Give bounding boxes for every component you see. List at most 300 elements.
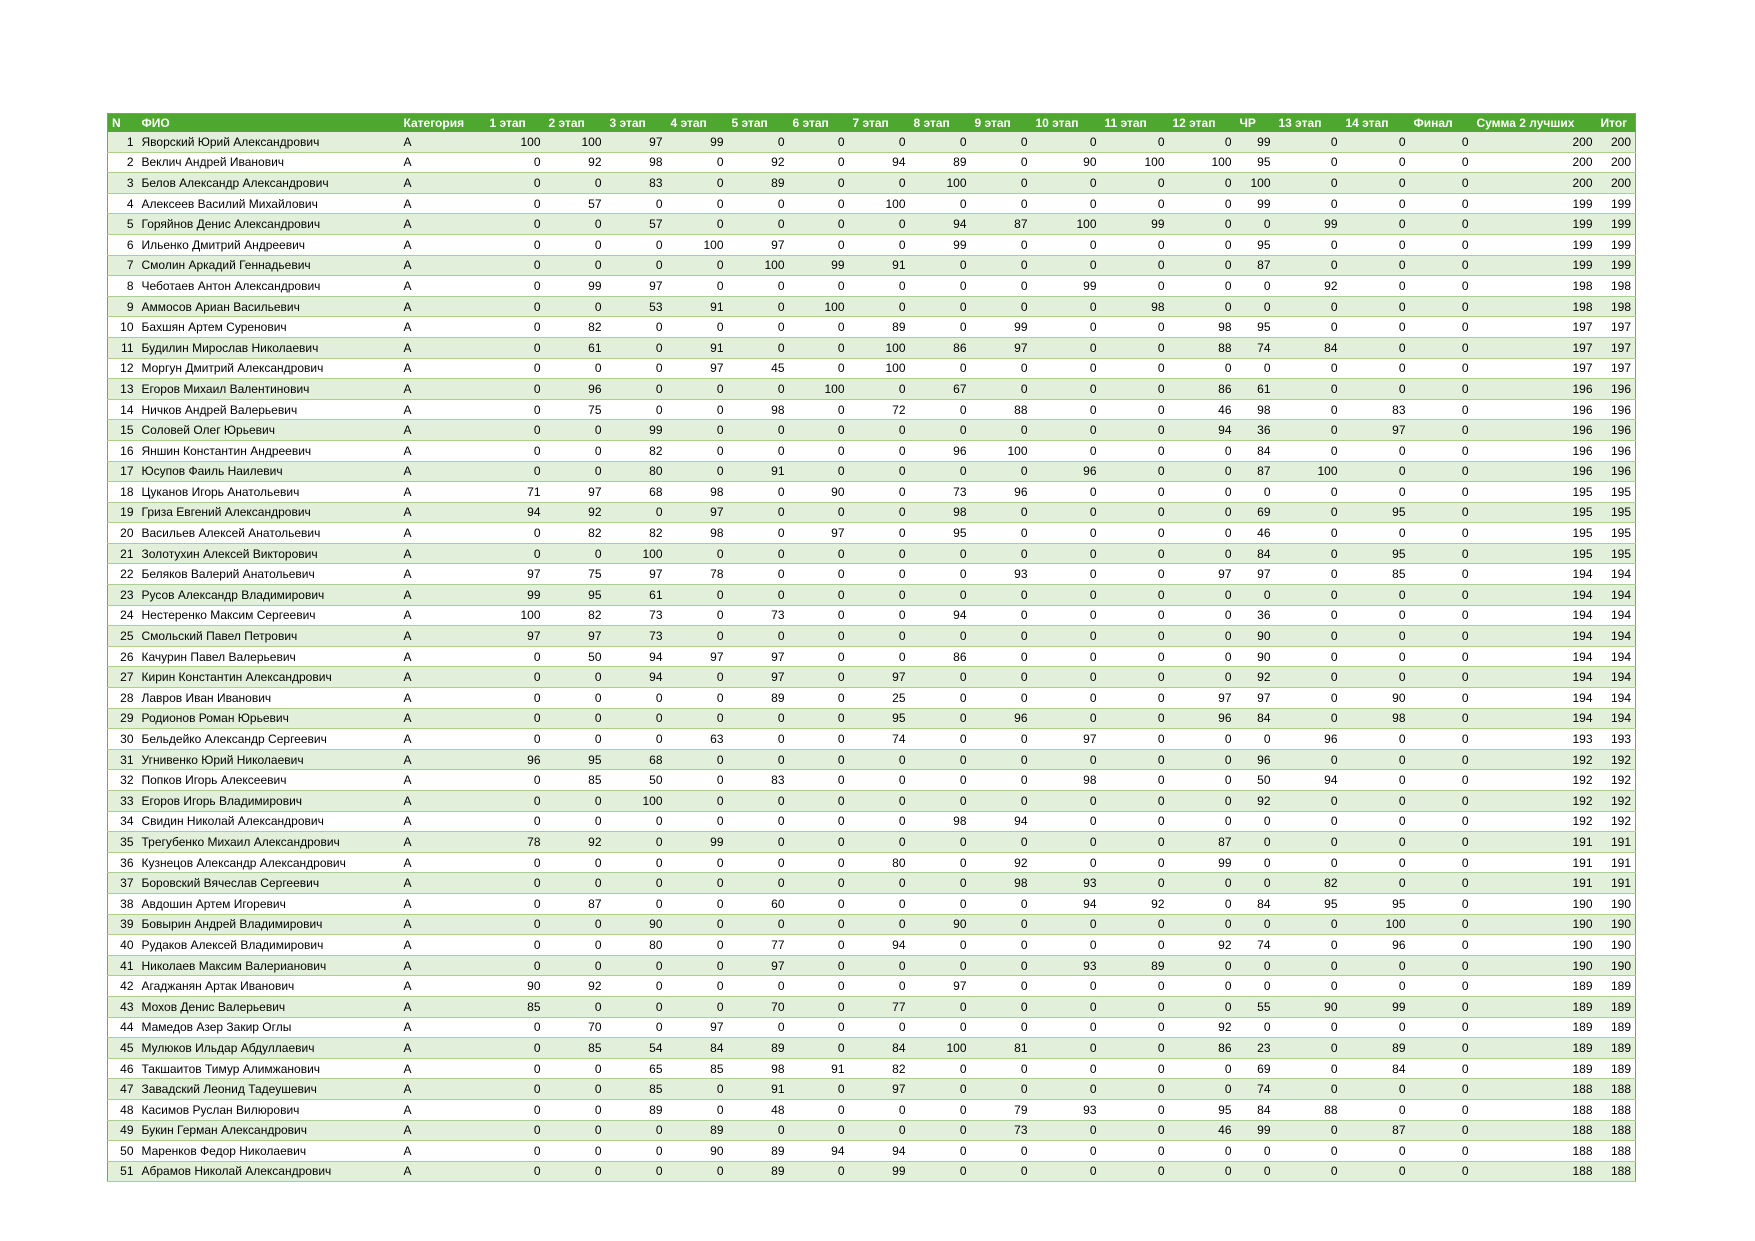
table-cell: 0 (1032, 1141, 1101, 1162)
table-cell: 0 (789, 234, 849, 255)
table-cell: 0 (1342, 811, 1410, 832)
table-cell: 197 (1473, 358, 1597, 379)
table-cell: 17 (108, 461, 138, 482)
table-cell: 98 (1236, 399, 1275, 420)
table-row (108, 214, 1636, 235)
table-cell: 0 (1169, 1161, 1236, 1182)
table-cell: A (400, 461, 486, 482)
table-cell: 195 (1597, 502, 1636, 523)
table-cell: 0 (789, 935, 849, 956)
table-cell: 0 (1410, 646, 1473, 667)
table-cell: 44 (108, 1017, 138, 1038)
table-cell: 194 (1597, 688, 1636, 709)
table-cell: 194 (1473, 688, 1597, 709)
table-cell: 0 (1101, 276, 1169, 297)
table-cell: 0 (667, 1079, 728, 1100)
table-cell: 98 (667, 523, 728, 544)
table-row (108, 420, 1636, 441)
table-cell: 100 (789, 296, 849, 317)
table-cell: 95 (1236, 234, 1275, 255)
table-cell: 84 (1342, 1058, 1410, 1079)
table-cell: 194 (1473, 605, 1597, 626)
table-cell: Трегубенко Михаил Александрович (138, 832, 400, 853)
table-cell: A (400, 234, 486, 255)
table-cell: 0 (606, 976, 667, 997)
table-cell: 0 (1275, 1120, 1342, 1141)
table-cell: 0 (606, 255, 667, 276)
table-cell: 98 (1101, 296, 1169, 317)
table-cell: 94 (606, 667, 667, 688)
table-cell: 84 (667, 1038, 728, 1059)
table-cell: 0 (486, 399, 545, 420)
table-cell: 98 (1169, 317, 1236, 338)
table-cell: 196 (1473, 379, 1597, 400)
table-cell: 0 (789, 893, 849, 914)
table-cell: 0 (667, 873, 728, 894)
table-cell: 0 (1169, 667, 1236, 688)
table-row (108, 1079, 1636, 1100)
table-cell: 87 (545, 893, 606, 914)
table-cell: 6 (108, 234, 138, 255)
table-row (108, 502, 1636, 523)
table-cell: 0 (1342, 152, 1410, 173)
table-cell: 82 (1275, 873, 1342, 894)
table-cell: 82 (606, 440, 667, 461)
table-cell: 95 (1342, 893, 1410, 914)
table-cell: 28 (108, 688, 138, 709)
table-cell: 33 (108, 791, 138, 812)
table-cell: A (400, 955, 486, 976)
table-cell: A (400, 132, 486, 152)
table-cell: 89 (910, 152, 971, 173)
table-cell: 0 (1032, 482, 1101, 503)
table-cell: 36 (108, 852, 138, 873)
table-cell: 100 (606, 791, 667, 812)
table-cell: 0 (667, 976, 728, 997)
table-cell: 0 (1410, 935, 1473, 956)
table-cell: 86 (910, 646, 971, 667)
table-row (108, 564, 1636, 585)
table-cell: 0 (910, 688, 971, 709)
table-cell: 0 (545, 1079, 606, 1100)
table-cell: 0 (1342, 523, 1410, 544)
table-cell: 0 (545, 729, 606, 750)
table-cell: 0 (1236, 729, 1275, 750)
table-cell: 1 (108, 132, 138, 152)
table-cell: 11 (108, 337, 138, 358)
table-row (108, 276, 1636, 297)
table-cell: 0 (971, 914, 1032, 935)
table-cell: 79 (971, 1099, 1032, 1120)
table-cell: 0 (1169, 234, 1236, 255)
table-cell: 0 (545, 543, 606, 564)
table-cell: 0 (667, 914, 728, 935)
table-cell: 0 (728, 585, 789, 606)
table-cell: 0 (910, 317, 971, 338)
table-cell: 96 (1342, 935, 1410, 956)
table-cell: 90 (910, 914, 971, 935)
table-cell: A (400, 399, 486, 420)
table-cell: 0 (1101, 379, 1169, 400)
table-cell: 0 (789, 708, 849, 729)
table-cell: 0 (1169, 626, 1236, 647)
table-cell: 0 (1101, 791, 1169, 812)
table-cell: 0 (728, 873, 789, 894)
table-cell: 0 (1032, 852, 1101, 873)
table-cell: 100 (1236, 173, 1275, 194)
table-cell: 0 (1101, 502, 1169, 523)
table-cell: 69 (1236, 502, 1275, 523)
table-row (108, 440, 1636, 461)
table-cell: 0 (789, 667, 849, 688)
table-cell: 0 (1101, 440, 1169, 461)
table-cell: 0 (789, 770, 849, 791)
table-cell: 98 (728, 399, 789, 420)
table-cell: 190 (1597, 914, 1636, 935)
table-cell: 0 (971, 1058, 1032, 1079)
table-cell: 194 (1473, 708, 1597, 729)
table-cell: 85 (1342, 564, 1410, 585)
table-cell: 0 (1101, 667, 1169, 688)
table-cell: 189 (1597, 1017, 1636, 1038)
table-cell: 0 (1410, 811, 1473, 832)
table-cell: 0 (545, 873, 606, 894)
table-cell: 0 (910, 1058, 971, 1079)
table-cell: 60 (728, 893, 789, 914)
table-cell: 74 (849, 729, 910, 750)
table-cell: A (400, 1079, 486, 1100)
table-cell: 188 (1597, 1141, 1636, 1162)
table-cell: 0 (545, 996, 606, 1017)
table-cell: A (400, 729, 486, 750)
table-cell: 0 (1410, 832, 1473, 853)
table-cell: 190 (1473, 955, 1597, 976)
table-cell: 97 (545, 626, 606, 647)
table-cell: 192 (1597, 749, 1636, 770)
table-cell: 99 (910, 234, 971, 255)
table-cell: 94 (849, 935, 910, 956)
table-cell: 0 (486, 688, 545, 709)
column-header: ФИО (138, 114, 400, 133)
table-cell: 0 (1101, 543, 1169, 564)
table-cell: 0 (1101, 1038, 1169, 1059)
table-cell: 0 (1032, 1161, 1101, 1182)
table-cell: 193 (1597, 729, 1636, 750)
table-cell: 87 (1342, 1120, 1410, 1141)
table-cell: 199 (1473, 193, 1597, 214)
table-cell: 0 (606, 729, 667, 750)
table-cell: 0 (1275, 708, 1342, 729)
table-cell: 0 (1236, 914, 1275, 935)
table-cell: 94 (910, 214, 971, 235)
table-cell: 92 (1169, 935, 1236, 956)
table-cell: 48 (108, 1099, 138, 1120)
table-cell: 0 (789, 564, 849, 585)
table-cell: 0 (606, 955, 667, 976)
table-row (108, 914, 1636, 935)
table-cell: 0 (910, 873, 971, 894)
table-cell: 0 (1169, 482, 1236, 503)
table-cell: 0 (606, 358, 667, 379)
table-cell: 99 (789, 255, 849, 276)
table-cell: 0 (606, 317, 667, 338)
table-cell: 30 (108, 729, 138, 750)
table-cell: 0 (789, 420, 849, 441)
table-cell: 70 (545, 1017, 606, 1038)
table-cell: 67 (910, 379, 971, 400)
table-cell: 189 (1597, 976, 1636, 997)
table-cell: 190 (1473, 914, 1597, 935)
table-cell: 0 (1169, 585, 1236, 606)
table-cell: 0 (1169, 791, 1236, 812)
table-cell: 0 (849, 626, 910, 647)
table-cell: 0 (486, 1038, 545, 1059)
table-cell: 0 (1342, 749, 1410, 770)
table-cell: 196 (1597, 379, 1636, 400)
table-cell: 0 (1275, 1141, 1342, 1162)
table-cell: 9 (108, 296, 138, 317)
table-cell: 0 (910, 1120, 971, 1141)
table-cell: 63 (667, 729, 728, 750)
table-cell: 69 (1236, 1058, 1275, 1079)
table-cell: 194 (1597, 646, 1636, 667)
table-cell: 0 (910, 1099, 971, 1120)
table-cell: Боровский Вячеслав Сергеевич (138, 873, 400, 894)
table-cell: 0 (728, 626, 789, 647)
table-row (108, 1141, 1636, 1162)
table-cell: 0 (1032, 935, 1101, 956)
table-cell: A (400, 996, 486, 1017)
table-cell: 90 (1342, 688, 1410, 709)
table-cell: 0 (1101, 523, 1169, 544)
table-cell: 0 (1275, 605, 1342, 626)
table-cell: 0 (1410, 276, 1473, 297)
table-cell: 189 (1473, 996, 1597, 1017)
table-cell: 0 (1342, 791, 1410, 812)
table-cell: 197 (1473, 317, 1597, 338)
table-cell: 0 (545, 852, 606, 873)
table-cell: 90 (1275, 996, 1342, 1017)
table-cell: 0 (971, 749, 1032, 770)
table-cell: 38 (108, 893, 138, 914)
table-cell: 0 (728, 317, 789, 338)
table-cell: 0 (849, 296, 910, 317)
table-cell: 0 (849, 461, 910, 482)
table-cell: 0 (789, 337, 849, 358)
table-cell: 0 (486, 893, 545, 914)
table-cell: 0 (789, 1099, 849, 1120)
table-cell: 0 (606, 1120, 667, 1141)
table-cell: 0 (1342, 852, 1410, 873)
table-cell: 0 (667, 399, 728, 420)
table-cell: 0 (728, 523, 789, 544)
table-cell: Попков Игорь Алексеевич (138, 770, 400, 791)
table-cell: 194 (1597, 605, 1636, 626)
table-cell: 0 (910, 955, 971, 976)
table-cell: 0 (1236, 1017, 1275, 1038)
table-cell: 0 (1169, 749, 1236, 770)
table-cell: 68 (606, 749, 667, 770)
table-cell: A (400, 1017, 486, 1038)
table-cell: A (400, 276, 486, 297)
table-cell: 94 (606, 646, 667, 667)
table-cell: A (400, 420, 486, 441)
table-cell: 188 (1473, 1120, 1597, 1141)
table-cell: 97 (1169, 688, 1236, 709)
table-cell: 188 (1473, 1161, 1597, 1182)
table-cell: 34 (108, 811, 138, 832)
table-cell: 0 (1032, 255, 1101, 276)
table-row (108, 852, 1636, 873)
table-cell: 192 (1473, 791, 1597, 812)
table-cell: 97 (910, 976, 971, 997)
table-cell: 0 (1101, 585, 1169, 606)
table-cell: 188 (1597, 1099, 1636, 1120)
table-cell: 99 (1275, 214, 1342, 235)
table-cell: 0 (1410, 667, 1473, 688)
table-cell: 40 (108, 935, 138, 956)
table-cell: 0 (1410, 976, 1473, 997)
table-cell: 95 (1169, 1099, 1236, 1120)
table-cell: A (400, 1161, 486, 1182)
table-row (108, 193, 1636, 214)
table-cell: 0 (1275, 523, 1342, 544)
table-cell: A (400, 1141, 486, 1162)
table-cell: 0 (1275, 564, 1342, 585)
table-cell: 87 (971, 214, 1032, 235)
table-cell: 0 (486, 873, 545, 894)
table-row (108, 461, 1636, 482)
table-cell: 0 (849, 234, 910, 255)
table-cell: 0 (849, 564, 910, 585)
table-cell: 0 (667, 1099, 728, 1120)
table-cell: 0 (849, 749, 910, 770)
table-cell: 0 (789, 585, 849, 606)
table-cell: 0 (1275, 976, 1342, 997)
table-cell: 7 (108, 255, 138, 276)
table-cell: 0 (606, 873, 667, 894)
table-cell: 0 (606, 337, 667, 358)
table-cell: 0 (1410, 193, 1473, 214)
table-cell: 25 (108, 626, 138, 647)
table-row (108, 976, 1636, 997)
table-row (108, 1017, 1636, 1038)
table-cell: 89 (1342, 1038, 1410, 1059)
table-cell: 15 (108, 420, 138, 441)
table-row (108, 832, 1636, 853)
table-cell: 75 (545, 564, 606, 585)
table-cell: 0 (1342, 667, 1410, 688)
table-cell: 0 (1101, 873, 1169, 894)
table-cell: 0 (1032, 791, 1101, 812)
table-cell: 0 (1342, 585, 1410, 606)
table-cell: Бахшян Артем Суренович (138, 317, 400, 338)
column-header: ЧР (1236, 114, 1275, 133)
table-cell: 189 (1473, 976, 1597, 997)
table-cell: 0 (910, 791, 971, 812)
table-cell: 94 (849, 1141, 910, 1162)
table-cell: 194 (1473, 626, 1597, 647)
table-cell: 0 (1236, 276, 1275, 297)
table-cell: 0 (1169, 770, 1236, 791)
table-cell: 194 (1473, 585, 1597, 606)
table-cell: 0 (789, 626, 849, 647)
table-cell: 0 (1342, 358, 1410, 379)
table-cell: 100 (606, 543, 667, 564)
table-cell: 0 (1275, 399, 1342, 420)
table-cell: 190 (1597, 893, 1636, 914)
table-cell: 0 (849, 420, 910, 441)
table-cell: 82 (545, 605, 606, 626)
table-cell: 0 (545, 667, 606, 688)
table-cell: 0 (1410, 543, 1473, 564)
table-cell: 200 (1473, 152, 1597, 173)
table-cell: 20 (108, 523, 138, 544)
table-cell: 0 (545, 420, 606, 441)
table-cell: A (400, 1099, 486, 1120)
table-cell: 0 (1342, 461, 1410, 482)
table-cell: 80 (606, 935, 667, 956)
table-cell: 0 (789, 1161, 849, 1182)
table-cell: 97 (789, 523, 849, 544)
table-cell: 0 (1169, 440, 1236, 461)
table-cell: 0 (971, 832, 1032, 853)
table-cell: 89 (728, 688, 789, 709)
table-cell: 0 (486, 1058, 545, 1079)
table-cell: 199 (1473, 234, 1597, 255)
table-cell: 96 (971, 482, 1032, 503)
table-cell: 92 (545, 976, 606, 997)
table-cell: 96 (1236, 749, 1275, 770)
table-cell: 0 (910, 399, 971, 420)
table-cell: 0 (971, 646, 1032, 667)
table-cell: 189 (1473, 1038, 1597, 1059)
table-cell: 191 (1597, 852, 1636, 873)
table-cell: 0 (1101, 193, 1169, 214)
table-cell: 0 (1342, 626, 1410, 647)
table-cell: 0 (1275, 173, 1342, 194)
table-cell: 0 (1169, 255, 1236, 276)
table-cell: 0 (1275, 791, 1342, 812)
table-cell: 0 (1101, 914, 1169, 935)
table-cell: 0 (971, 255, 1032, 276)
table-cell: 0 (849, 173, 910, 194)
table-cell: A (400, 482, 486, 503)
table-cell: 0 (1342, 1079, 1410, 1100)
table-cell: 0 (1101, 1017, 1169, 1038)
table-cell: 194 (1473, 646, 1597, 667)
table-cell: 90 (486, 976, 545, 997)
table-cell: 0 (789, 791, 849, 812)
table-cell: 68 (606, 482, 667, 503)
table-cell: 0 (1410, 688, 1473, 709)
table-cell: 70 (728, 996, 789, 1017)
table-row (108, 317, 1636, 338)
table-cell: Юсупов Фаиль Наилевич (138, 461, 400, 482)
table-cell: Васильев Алексей Анатольевич (138, 523, 400, 544)
table-cell: 0 (545, 255, 606, 276)
table-cell: 195 (1473, 523, 1597, 544)
table-cell: 97 (486, 564, 545, 585)
table-cell: 0 (606, 399, 667, 420)
table-cell: 0 (667, 585, 728, 606)
table-cell: 0 (1410, 955, 1473, 976)
table-row (108, 379, 1636, 400)
table-cell: 0 (1275, 255, 1342, 276)
table-row (108, 996, 1636, 1017)
table-cell: 0 (1236, 811, 1275, 832)
table-cell: 0 (486, 543, 545, 564)
